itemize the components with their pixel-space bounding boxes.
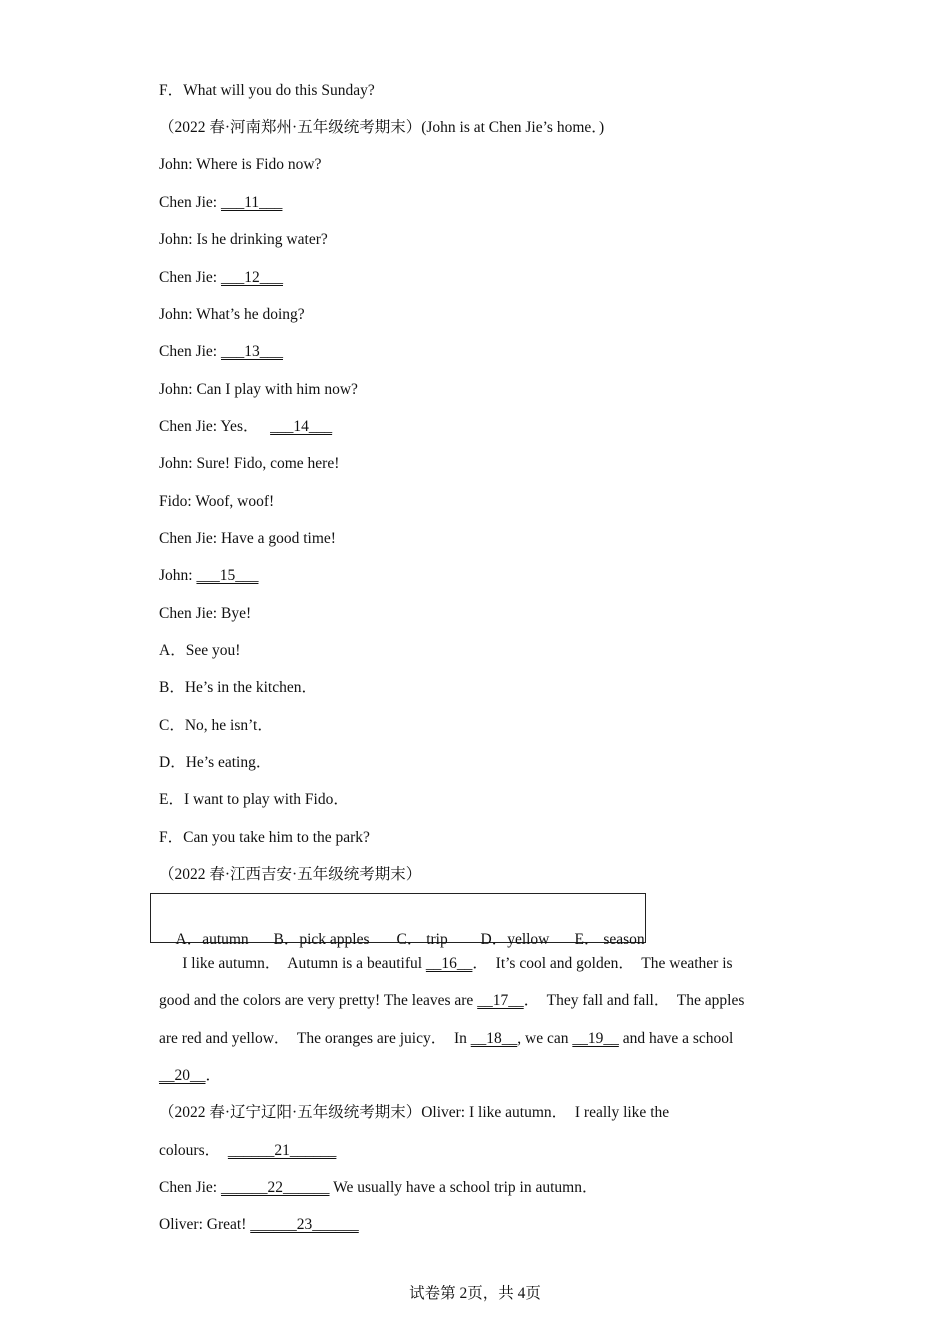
line-f-option: F．What will you do this Sunday? [159,82,375,99]
dialog-line: Chen Jie: Yes． ___14___ [159,418,333,435]
option-a: A．See you! [159,642,241,659]
passage-line: good and the colors are very pretty! The leaves are __17__． They fall and fall． The apples [159,992,745,1009]
word-option-d: D．yellow [480,931,550,948]
dialog-line: Chen Jie: Bye! [159,605,252,622]
blank-21[interactable]: ______21______ [227,1142,337,1159]
dialog-line: John: Where is Fido now? [159,156,322,173]
option-e: E．I want to play with Fido． [159,791,349,808]
passage-line: I like autumn． Autumn is a beautiful __16__． It’s cool and golden． The weather is [159,955,733,972]
blank-15[interactable]: ___15___ [196,567,259,584]
word-box [150,893,646,948]
dialog-line: John: ___15___ [159,567,259,584]
blank-11[interactable]: ___11___ [221,194,283,211]
source-heading-zhengzhou: （2022 春·河南郑州·五年级统考期末）(John is at Chen Jie’s home．) [159,119,605,136]
word-option-e: E． season [574,931,645,948]
word-option-a: A．autumn [175,931,249,948]
option-d: D．He’s eating． [159,754,272,771]
blank-12[interactable]: ___12___ [221,269,283,286]
blank-23[interactable]: ______23______ [250,1216,359,1233]
option-c: C．No, he isn’t． [159,717,273,734]
blank-14[interactable]: ___14___ [270,418,333,435]
dialog-line: Chen Jie: ___12___ [159,269,283,286]
dialog-line: John: Is he drinking water? [159,231,328,248]
blank-17[interactable]: __17__ [477,992,524,1009]
passage-line: are red and yellow． The oranges are juicy． In __18__, we can __19__ and have a school [159,1030,734,1047]
dialog-line: Chen Jie: Have a good time! [159,530,336,547]
option-f: F．Can you take him to the park? [159,829,370,846]
word-option-c: C． trip [396,931,448,948]
dialog-line: Fido: Woof, woof! [159,493,275,510]
source-heading-jian: （2022 春·江西吉安·五年级统考期末） [159,866,422,883]
passage-line: __20__． [159,1067,222,1084]
blank-19[interactable]: __19__ [572,1030,619,1047]
dialog-line: John: Sure! Fido, come here! [159,455,340,472]
blank-22[interactable]: ______22______ [221,1179,330,1196]
dialog-line: John: Can I play with him now? [159,381,358,398]
page-footer: 试卷第 2页，共 4页 [409,1285,541,1302]
option-b: B．He’s in the kitchen． [159,679,317,696]
dialog-line: Oliver: Great! ______23______ [159,1216,359,1233]
source-heading-liaoyang: （2022 春·辽宁辽阳·五年级统考期末）Oliver: I like autumn． I really like the [159,1104,670,1121]
blank-16[interactable]: __16__ [425,955,473,972]
blank-18[interactable]: __18__ [470,1030,518,1047]
dialog-line: Chen Jie: ___11___ [159,194,283,211]
blank-13[interactable]: ___13___ [221,343,283,360]
word-option-b: B．pick apples [273,931,370,948]
dialog-line: colours． ______21______ [159,1142,337,1159]
dialog-line: Chen Jie: ___13___ [159,343,283,360]
dialog-line: Chen Jie: ______22______ We usually have a school trip in autumn． [159,1179,598,1196]
blank-20[interactable]: __20__ [159,1067,206,1084]
dialog-line: John: What’s he doing? [159,306,305,323]
